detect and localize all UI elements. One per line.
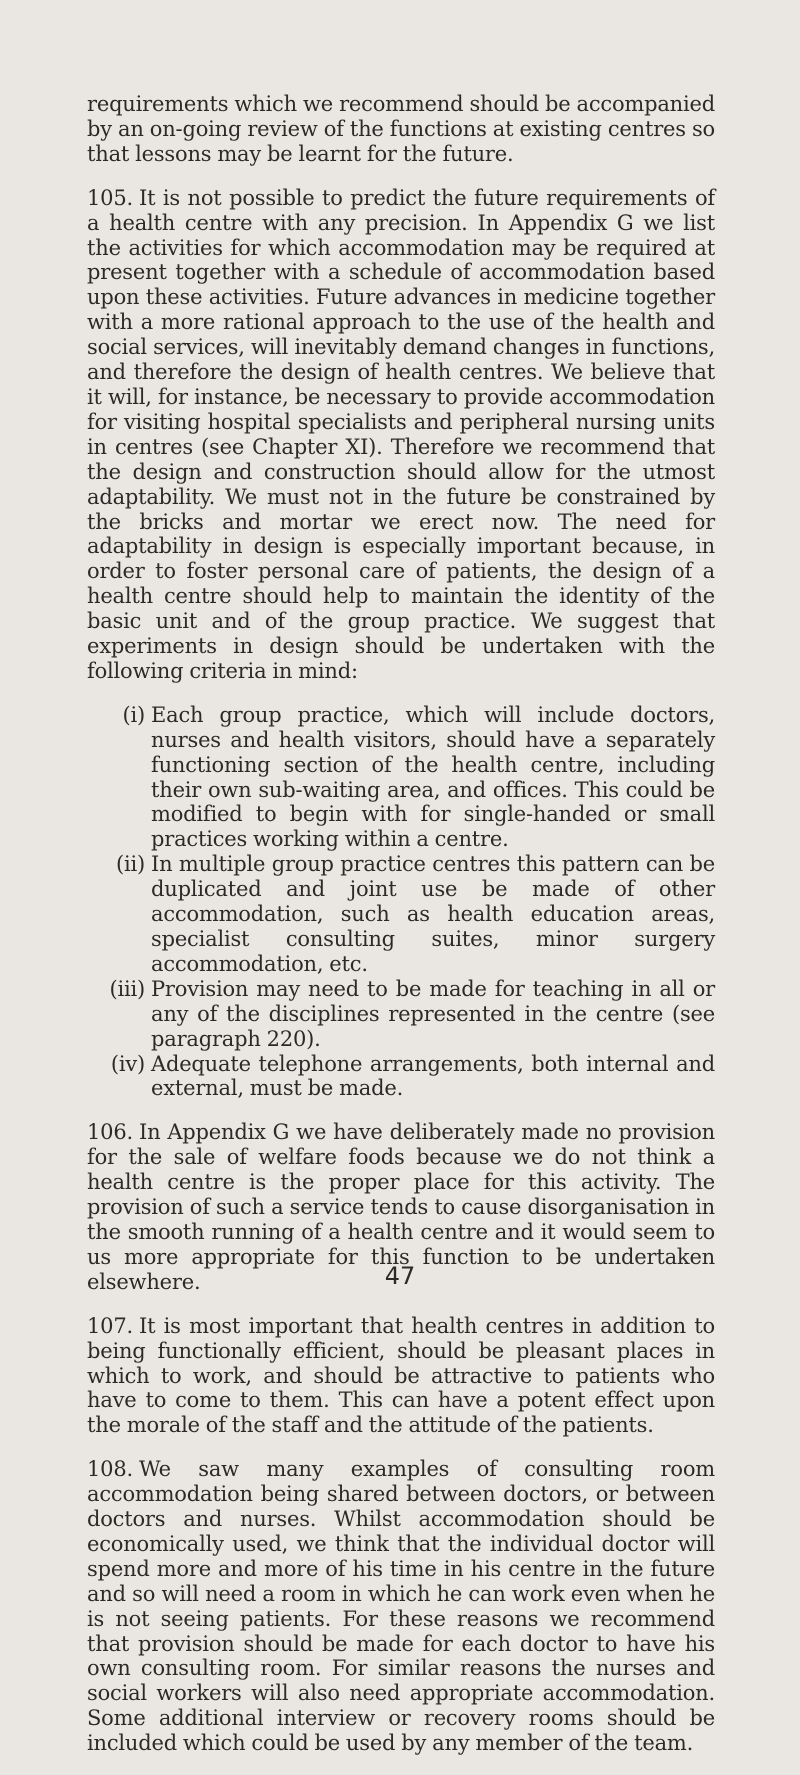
criteria-marker: (iii) [109,976,145,1001]
paragraph-108-number: 108. [87,1457,133,1482]
paragraph-107-number: 107. [87,1313,133,1338]
paragraph-108 [87,1457,715,1756]
document-page [87,92,715,1775]
page-number: 47 [384,1262,416,1290]
criteria-text: Provision may need to be made for teaching in all or any of the disciplines represented in the centre (see paragraph 220). [151,976,715,1051]
criteria-marker: (ii) [115,852,145,877]
criteria-marker: (iv) [110,1051,145,1076]
paragraph-105-number: 105. [87,185,133,210]
criteria-item-i [87,703,715,852]
criteria-item-iii [87,977,715,1052]
paragraph-105-text: It is not possible to predict the future requirements of a health centre with any precision. In Appendix G we list the activities for which accommodation may be required at present together with a schedule of accommodation based upon these activities. Future advances in medicine together with a more rational approach to the use of the health and social services, will inevitably demand changes in functions, and therefore the design of health centres. We believe that it will, for instance, be necessary to provide accommodation for visiting hospital specialists and peripheral nursing units in centres (see Chapter XI). Therefore we recommend that the design and construction should allow for the utmost adaptability. We must not in the future be constrained by the bricks and mortar we erect now. The need for adaptability in design is especially important because, in order to foster personal care of patients, the design of a health centre should help to maintain the identity of the basic unit and of the group practice. We suggest that experiments in design should be undertaken with the following criteria in mind: [87,185,715,683]
intro-text: requirements which we recommend should be accompanied by an on-going review of the functions at existing centres so that lessons may be learnt for the future. [87,92,715,166]
paragraph-107 [87,1314,715,1439]
paragraph-106-text: In Appendix G we have deliberately made no provision for the sale of welfare foods because we do not think a health centre is the proper place for this activity. The provision of such a service tends to cause disorganisation in the smooth running of a health centre and it would seem to us more appropriate for this function to be undertaken elsewhere. [87,1120,715,1294]
criteria-text: Each group practice, which will include doctors, nurses and health visitors, should have a separately functioning section of the health centre, including their own sub-waiting area, and offices. This could be modified to begin with for single-handed or small practices working within a centre. [151,702,715,852]
criteria-list [87,703,715,1102]
paragraph-106-number: 106. [87,1120,133,1145]
criteria-item-ii [87,852,715,977]
criteria-item-iv [87,1052,715,1102]
paragraph-105 [87,186,715,684]
intro-paragraph [87,92,715,167]
criteria-text: Adequate telephone arrangements, both internal and external, must be made. [151,1051,715,1101]
criteria-marker: (i) [122,702,145,727]
paragraph-107-text: It is most important that health centres in addition to being functionally efficient, should be pleasant places in which to work, and should be attractive to patients who have to come to them. This can have a potent effect upon the morale of the staff and the attitude of the patients. [87,1313,715,1438]
criteria-text: In multiple group practice centres this pattern can be duplicated and joint use be made of other accommodation, such as health education areas, specialist consulting suites, minor surgery accommodation, etc. [151,852,715,976]
paragraph-108-text: We saw many examples of consulting room accommodation being shared between doctors, or between doctors and nurses. Whilst accommodation should be economically used, we think that the individual doctor will spend more and more of his time in his centre in the future and so will need a room in which he can work even when he is not seeing patients. For these reasons we recommend that provision should be made for each doctor to have his own consulting room. For similar reasons the nurses and social workers will also need appropriate accommodation. Some additional interview or recovery rooms should be included which could be used by any member of the team. [87,1457,715,1756]
